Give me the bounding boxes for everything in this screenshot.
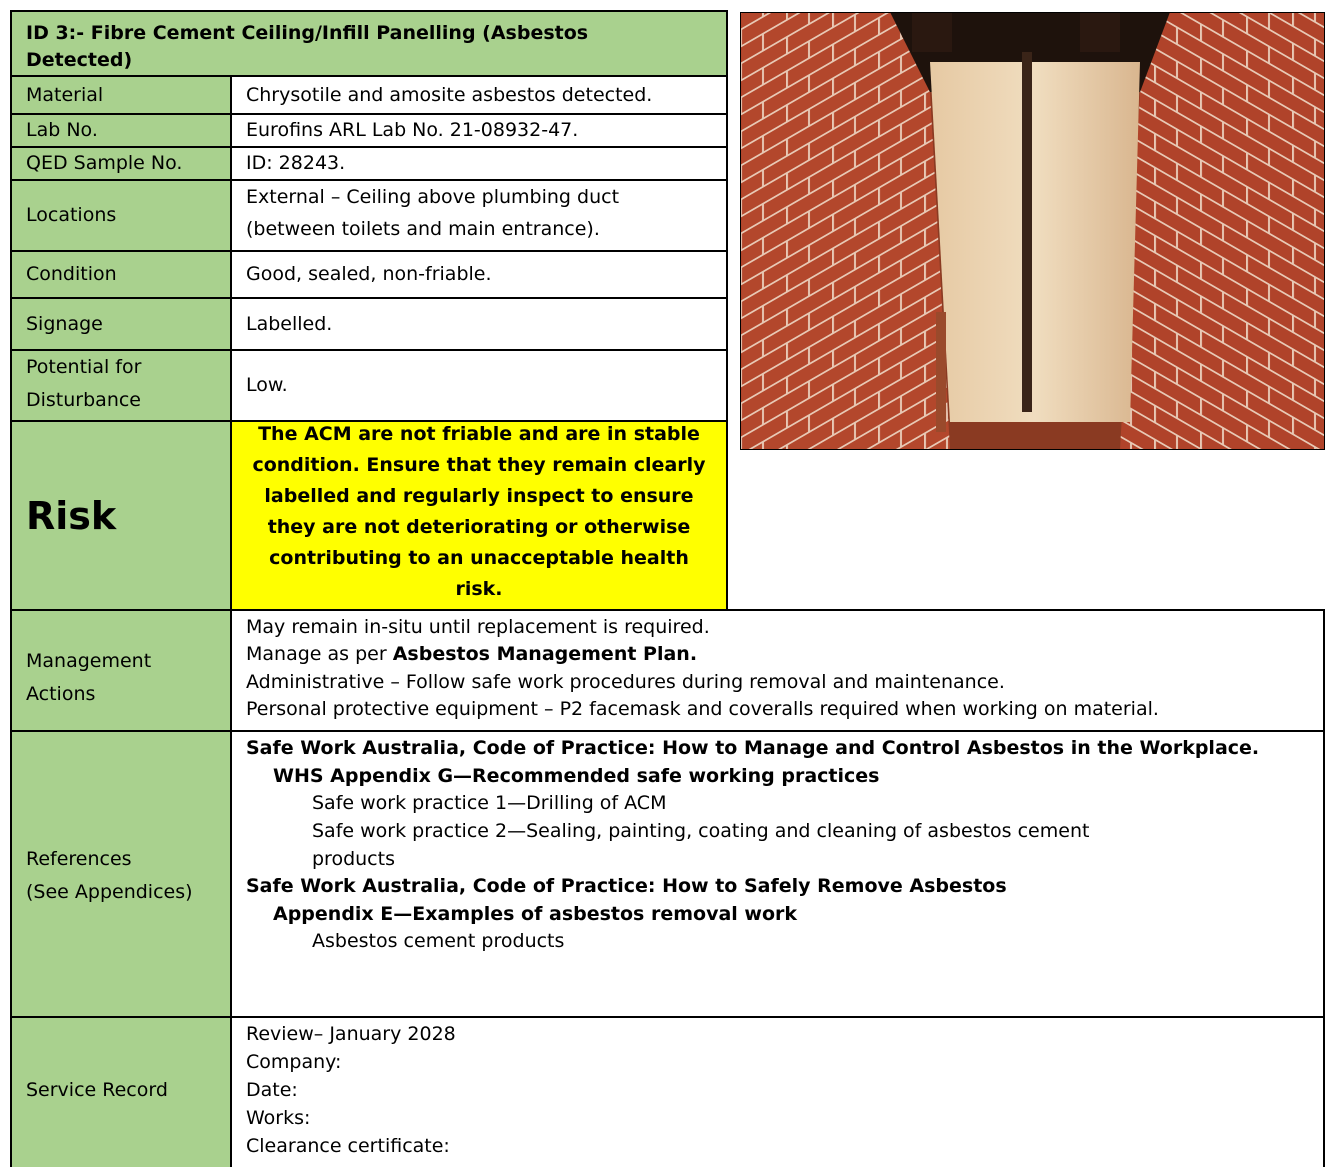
reference-1: Safe Work Australia, Code of Practice: How to Manage and Control Asbestos in the Workplace. — [246, 737, 1260, 759]
risk-value-line: condition. Ensure that they remain clearly — [252, 454, 706, 476]
disturbance-label-line1: Potential for — [26, 356, 142, 378]
reference-2-item-1: Asbestos cement products — [312, 930, 565, 952]
service-record-label: Service Record — [26, 1079, 168, 1101]
service-clearance: Clearance certificate: — [246, 1135, 450, 1157]
management-line4: Personal protective equipment – P2 facemask and coveralls required when working on material. — [246, 698, 1159, 720]
risk-value-line: The ACM are not friable and are in stable — [258, 423, 700, 445]
label-divider — [230, 75, 232, 1167]
row-line — [10, 1016, 1325, 1018]
locations-label: Locations — [26, 204, 117, 226]
condition-label: Condition — [26, 263, 117, 285]
reference-1-item-1: Safe work practice 1—Drilling of ACM — [312, 792, 667, 814]
service-works: Works: — [246, 1107, 311, 1129]
condition-value: Good, sealed, non-friable. — [246, 263, 492, 285]
border-top — [10, 10, 728, 12]
reference-1-item-2b: products — [312, 848, 395, 870]
risk-value-line: risk. — [455, 578, 503, 600]
management-line3: Administrative – Follow safe work procedures during removal and maintenance. — [246, 671, 1005, 693]
service-company: Company: — [246, 1051, 342, 1073]
material-label: Material — [26, 83, 104, 106]
signage-value: Labelled. — [246, 312, 333, 335]
references-label-line1: References — [26, 848, 132, 870]
disturbance-value: Low. — [246, 374, 288, 396]
reference-1-sub: WHS Appendix G—Recommended safe working practices — [273, 765, 880, 787]
management-label-line1: Management — [26, 650, 152, 672]
risk-label: Risk — [26, 493, 117, 538]
management-label-line2: Actions — [26, 683, 96, 705]
service-review: Review– January 2028 — [246, 1023, 456, 1045]
ceiling-photo — [740, 12, 1325, 450]
lab-no-value: Eurofins ARL Lab No. 21-08932-47. — [246, 119, 579, 141]
lab-no-label: Lab No. — [26, 119, 98, 141]
signage-label: Signage — [26, 312, 103, 335]
management-line1: May remain in-situ until replacement is required. — [246, 616, 710, 638]
management-line2: Manage as per Asbestos Management Plan. — [246, 643, 698, 665]
sample-no-label: QED Sample No. — [26, 152, 183, 174]
risk-value-line: contributing to an unacceptable health — [269, 547, 689, 569]
reference-2: Safe Work Australia, Code of Practice: How to Safely Remove Asbestos — [246, 875, 1007, 897]
reference-2-sub: Appendix E—Examples of asbestos removal work — [273, 903, 798, 925]
references-label-line2: (See Appendices) — [26, 881, 193, 903]
locations-value-line2: (between toilets and main entrance). — [246, 218, 600, 240]
service-date: Date: — [246, 1079, 298, 1101]
row-line — [10, 609, 1325, 611]
sample-no-value: ID: 28243. — [246, 152, 346, 174]
row-line — [10, 730, 1325, 732]
table-title: ID 3:- Fibre Cement Ceiling/Infill Panelling (Asbestos Detected) — [26, 22, 589, 71]
risk-value-line: they are not deteriorating or otherwise — [267, 516, 691, 538]
risk-value-line: labelled and regularly inspect to ensure — [264, 485, 694, 507]
border-right-upper — [726, 10, 728, 610]
material-value: Chrysotile and amosite asbestos detected. — [246, 83, 653, 106]
locations-value-line1: External – Ceiling above plumbing duct — [246, 186, 620, 208]
disturbance-label-line2: Disturbance — [26, 389, 141, 411]
reference-1-item-2a: Safe work practice 2—Sealing, painting, coating and cleaning of asbestos cement — [312, 820, 1090, 842]
